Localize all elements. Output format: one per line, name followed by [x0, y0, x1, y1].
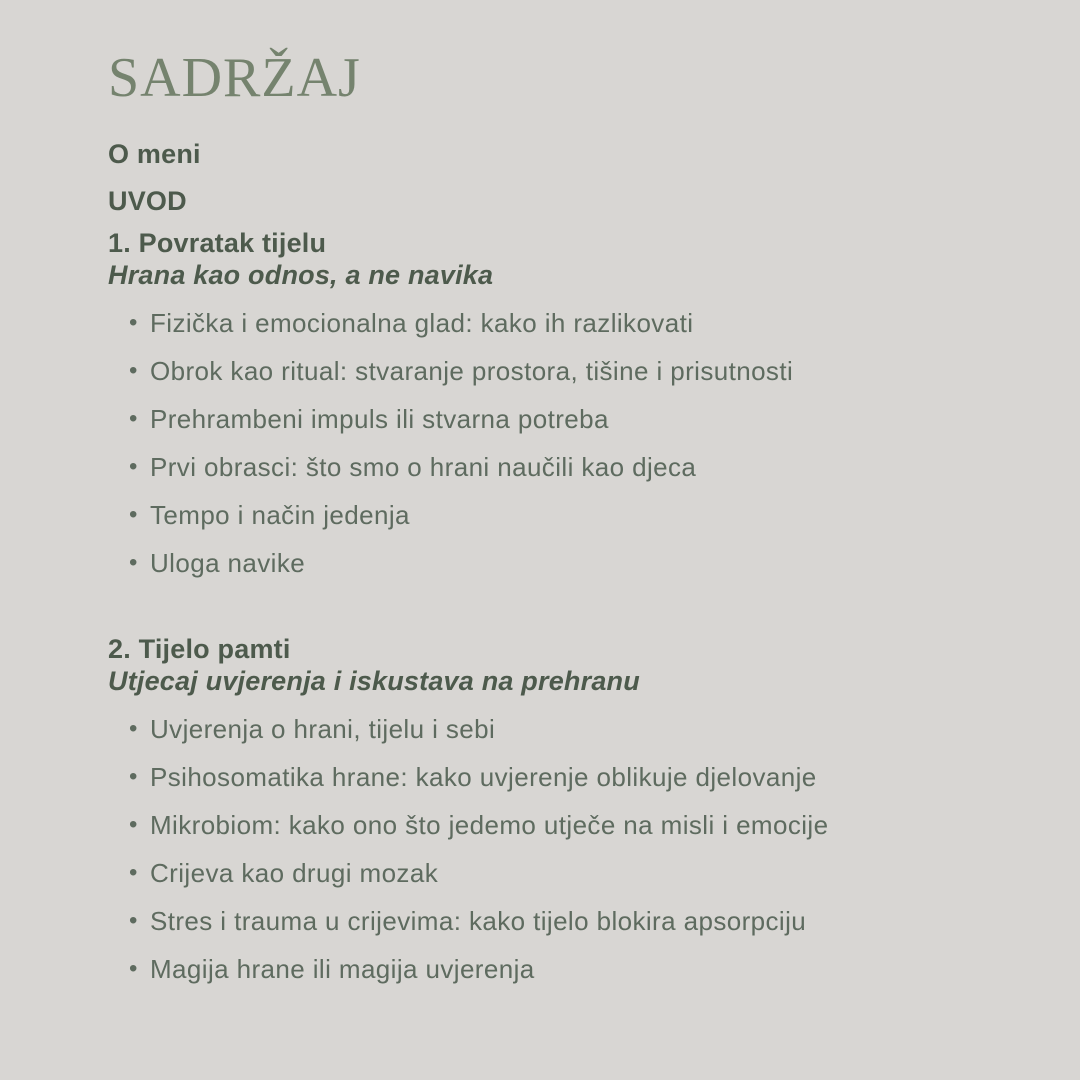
toc-entry-about: O meni	[108, 139, 201, 169]
toc-item: • Stres i trauma u crijevima: kako tijelo blokira apsorpciju	[108, 897, 1020, 945]
chapter-1-subtitle: Hrana kao odnos, a ne navika	[108, 260, 494, 290]
page-title: SADRŽAJ	[108, 47, 361, 109]
chapter-2-heading: 2. Tijelo pamti	[108, 634, 291, 664]
toc-item: • Obrok kao ritual: stvaranje prostora, tišine i prisutnosti	[108, 347, 1020, 395]
toc-item: • Psihosomatika hrane: kako uvjerenje oblikuje djelovanje	[108, 753, 1020, 801]
chapter-2-subtitle: Utjecaj uvjerenja i iskustava na prehranu	[108, 666, 640, 696]
toc-item: • Tempo i način jedenja	[108, 491, 1020, 539]
chapter-1-list	[108, 299, 1020, 587]
toc-item: • Mikrobiom: kako ono što jedemo utječe na misli i emocije	[108, 801, 1020, 849]
toc-item: • Uvjerenja o hrani, tijelu i sebi	[108, 705, 1020, 753]
toc-entry-intro: UVOD	[108, 186, 187, 216]
chapter-2-list	[108, 705, 1020, 993]
toc-item: • Uloga navike	[108, 539, 1020, 587]
toc-item: • Prvi obrasci: što smo o hrani naučili kao djeca	[108, 443, 1020, 491]
toc-item: • Prehrambeni impuls ili stvarna potreba	[108, 395, 1020, 443]
chapter-2	[108, 633, 1020, 993]
chapter-1-heading: 1. Povratak tijelu	[108, 228, 327, 258]
chapter-1	[108, 227, 1020, 587]
toc-item: • Crijeva kao drugi mozak	[108, 849, 1020, 897]
toc-item: • Magija hrane ili magija uvjerenja	[108, 945, 1020, 993]
toc-item: • Fizička i emocionalna glad: kako ih razlikovati	[108, 299, 1020, 347]
